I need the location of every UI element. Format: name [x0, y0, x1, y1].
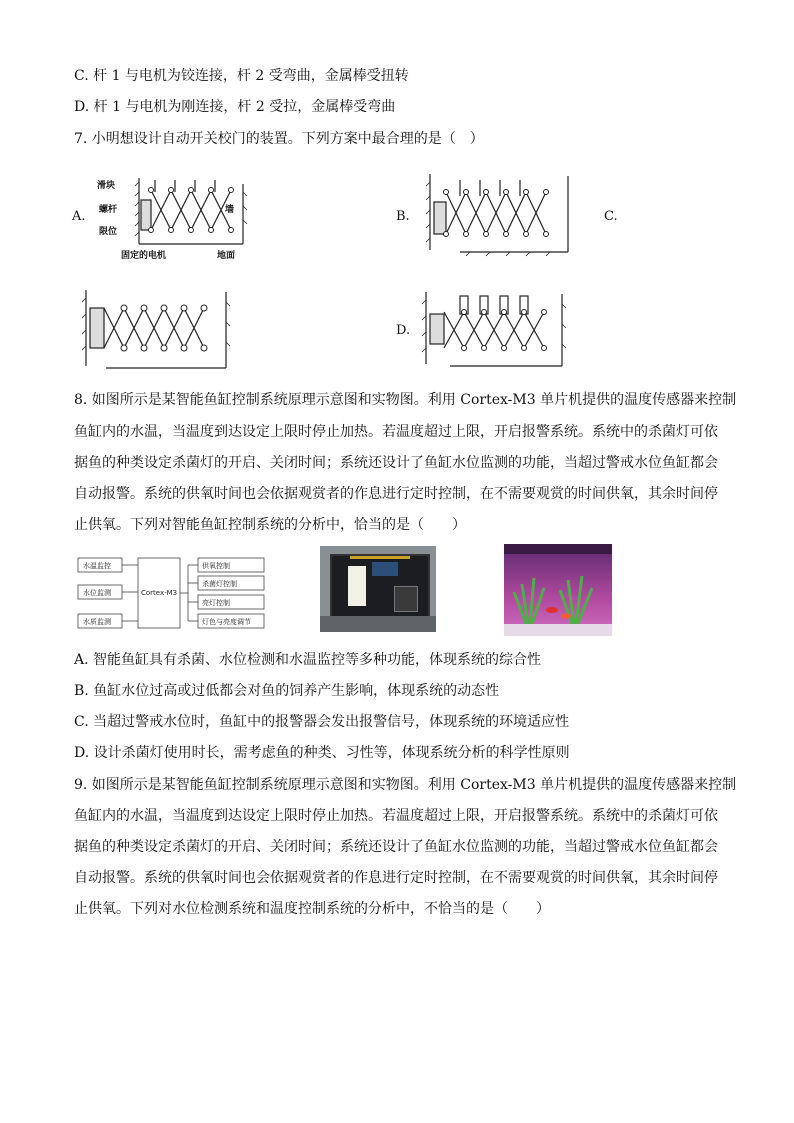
label-limit: 限位: [99, 227, 118, 237]
block-uv-lamp: 杀菌灯控制: [202, 580, 237, 588]
block-light: 亮灯控制: [202, 599, 230, 607]
q7-option-a-label: A.: [72, 209, 86, 224]
fish-tank-photo: [504, 544, 612, 636]
q8-line-5: 止供氧。下列对智能鱼缸控制系统的分析中，恰当的是（ ）: [74, 517, 466, 533]
block-controller: Cortex-M3: [141, 589, 178, 597]
q8-line-2: 鱼缸内的水温，当温度到达设定上限时停止加热。若温度超过上限，开启报警系统。系统中的杀菌灯可依: [74, 424, 718, 440]
block-oxygen: 供氧控制: [202, 562, 230, 570]
label-wall: 墙: [225, 205, 235, 215]
system-block-diagram: [76, 554, 270, 632]
q7-figure-c: [82, 288, 234, 372]
q8-option-d: D. 设计杀菌灯使用时长，需考虑鱼的种类、习性等，体现系统分析的科学性原则: [74, 745, 570, 761]
q8-line-3: 据鱼的种类设定杀菌灯的开启、关闭时间；系统还设计了鱼缸水位监测的功能，当超过警戒水位鱼缸都会: [74, 455, 718, 471]
q7-figure-b: [420, 172, 580, 264]
q6-option-c: C. 杆 1 与电机为铰连接，杆 2 受弯曲，金属棒受扭转: [74, 68, 409, 84]
q8-line-1: 8. 如图所示是某智能鱼缸控制系统原理示意图和实物图。利用 Cortex-M3 单片机提供的温度传感器来控制: [74, 392, 737, 408]
q9-line-5: 止供氧。下列对水位检测系统和温度控制系统的分析中，不恰当的是（ ）: [74, 901, 550, 917]
q8-option-a: A. 智能鱼缸具有杀菌、水位检测和水温监控等多种功能，体现系统的综合性: [74, 652, 542, 668]
block-color-brightness: 灯色与亮度调节: [202, 618, 251, 626]
q7-option-d-label: D.: [396, 323, 411, 338]
q7-stem: 7. 小明想设计自动开关校门的装置。下列方案中最合理的是（ ）: [74, 131, 484, 147]
controller-photo: [320, 546, 436, 632]
block-water-quality: 水质监测: [83, 618, 111, 626]
q7-figure-a: [95, 172, 255, 264]
q8-line-4: 自动报警。系统的供氧时间也会依据观赏者的作息进行定时控制，在不需要观赏的时间供氧，其余时间停: [74, 486, 718, 502]
q9-line-3: 据鱼的种类设定杀菌灯的开启、关闭时间；系统还设计了鱼缸水位监测的功能，当超过警戒水位鱼缸都会: [74, 839, 718, 855]
q7-option-b-label: B.: [396, 209, 410, 224]
q7-option-c-label: C.: [604, 209, 618, 224]
q7-figure-d: [420, 290, 570, 370]
label-screw: 螺杆: [99, 205, 118, 215]
block-water-temp: 水温监控: [83, 562, 111, 570]
q9-line-1: 9. 如图所示是某智能鱼缸控制系统原理示意图和实物图。利用 Cortex-M3 单片机提供的温度传感器来控制: [74, 777, 737, 793]
q9-line-2: 鱼缸内的水温，当温度到达设定上限时停止加热。若温度超过上限，开启报警系统。系统中的杀菌灯可依: [74, 808, 718, 824]
label-motor: 固定的电机: [121, 251, 167, 261]
q6-option-d: D. 杆 1 与电机为刚连接，杆 2 受拉，金属棒受弯曲: [74, 99, 396, 115]
q9-line-4: 自动报警。系统的供氧时间也会依据观赏者的作息进行定时控制，在不需要观赏的时间供氧，其余时间停: [74, 870, 718, 886]
block-water-level: 水位监测: [83, 589, 111, 597]
label-slider: 滑块: [97, 181, 116, 191]
q8-option-c: C. 当超过警戒水位时，鱼缸中的报警器会发出报警信号，体现系统的环境适应性: [74, 714, 570, 730]
label-ground: 地面: [217, 251, 236, 261]
q8-option-b: B. 鱼缸水位过高或过低都会对鱼的饲养产生影响，体现系统的动态性: [74, 683, 500, 699]
